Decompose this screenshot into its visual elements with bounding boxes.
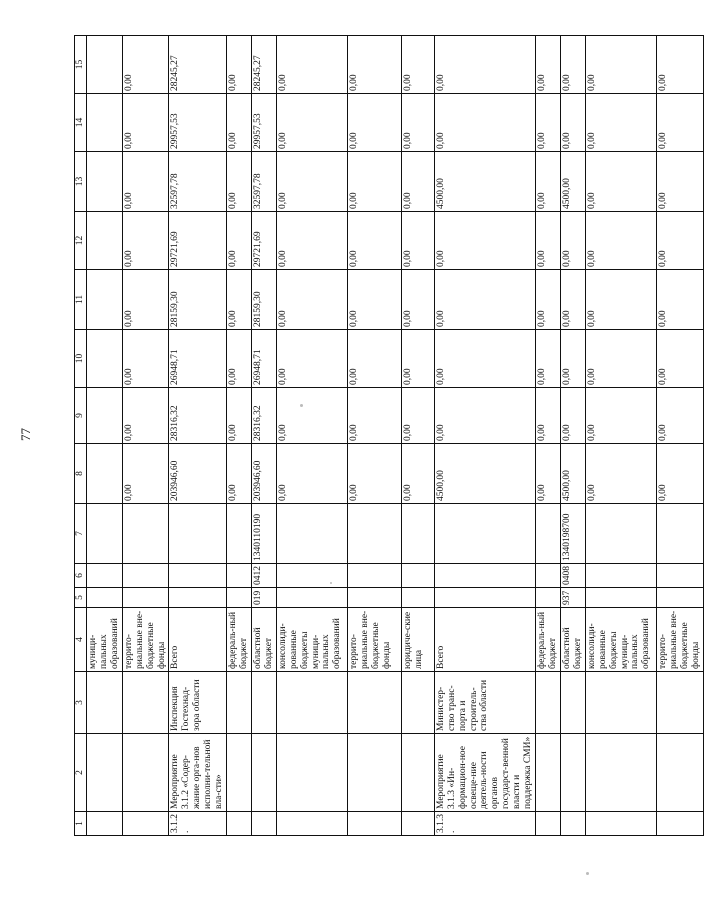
table-cell xyxy=(122,812,169,836)
column-number-header: 11 xyxy=(75,270,87,330)
table-cell xyxy=(347,588,401,608)
table-cell xyxy=(87,504,123,564)
table-row xyxy=(87,36,123,836)
table-cell: 0,00 xyxy=(122,444,169,504)
table-cell xyxy=(656,672,703,734)
table-cell: 0,00 xyxy=(276,270,347,330)
table-cell: 0,00 xyxy=(585,388,656,444)
column-number-header: 15 xyxy=(75,36,87,94)
table-cell xyxy=(434,564,535,588)
table-cell xyxy=(169,588,227,608)
table-cell xyxy=(87,270,123,330)
table-cell: 0,00 xyxy=(560,36,585,94)
table-cell: 0,00 xyxy=(536,388,561,444)
table-cell xyxy=(122,734,169,812)
table-cell: 0,00 xyxy=(585,212,656,270)
table-cell: террито-риальные вне-бюджетные фонды xyxy=(347,608,401,672)
column-number-header: 3 xyxy=(75,672,87,734)
column-number-header: 14 xyxy=(75,94,87,152)
table-cell xyxy=(227,734,252,812)
table-cell: 0,00 xyxy=(656,212,703,270)
table-cell xyxy=(169,504,227,564)
table-cell xyxy=(251,672,276,734)
table-cell xyxy=(401,564,434,588)
table-cell: Министер-ство транс-порта и строитель-ства области xyxy=(434,672,535,734)
table-cell: областной бюджет xyxy=(560,608,585,672)
table-cell: 26948,71 xyxy=(251,330,276,388)
table-cell: 0,00 xyxy=(560,388,585,444)
table-cell: 0,00 xyxy=(227,444,252,504)
table-cell: 0,00 xyxy=(536,94,561,152)
table-cell: 0,00 xyxy=(536,444,561,504)
table-cell: 0,00 xyxy=(560,270,585,330)
table-cell: 937 xyxy=(560,588,585,608)
table-cell xyxy=(656,504,703,564)
table-cell: 0,00 xyxy=(585,330,656,388)
budget-table xyxy=(74,35,704,836)
table-cell: 0,00 xyxy=(401,36,434,94)
table-cell xyxy=(122,672,169,734)
table-cell xyxy=(87,672,123,734)
table-cell: 0,00 xyxy=(122,388,169,444)
table-cell: 0412 xyxy=(251,564,276,588)
page-number: 77 xyxy=(18,428,33,441)
column-number-header: 1 xyxy=(75,812,87,836)
table-cell: Всего xyxy=(434,608,535,672)
table-cell: 29957,53 xyxy=(251,94,276,152)
table-cell xyxy=(122,588,169,608)
table-cell: юридиче-ские лица xyxy=(401,608,434,672)
table-cell: 26948,71 xyxy=(169,330,227,388)
table-cell: 4500,00 xyxy=(434,152,535,212)
table-cell xyxy=(227,588,252,608)
table-cell: 0,00 xyxy=(401,270,434,330)
table-cell: 019 xyxy=(251,588,276,608)
table-cell: 0,00 xyxy=(227,330,252,388)
table-cell: 0,00 xyxy=(122,330,169,388)
table-cell: муници-пальных образований xyxy=(87,608,123,672)
table-cell: 0,00 xyxy=(401,152,434,212)
table-cell: 0,00 xyxy=(401,212,434,270)
table-row xyxy=(560,36,585,836)
table-cell: 1340198700 xyxy=(560,504,585,564)
table-cell xyxy=(169,564,227,588)
table-cell: Всего xyxy=(169,608,227,672)
column-number-header: 8 xyxy=(75,444,87,504)
table-row xyxy=(347,36,401,836)
table-cell: 0,00 xyxy=(656,36,703,94)
table-row xyxy=(585,36,656,836)
table-cell: 0,00 xyxy=(656,94,703,152)
table-row xyxy=(656,36,703,836)
table-cell: 0,00 xyxy=(276,36,347,94)
column-number-header: 13 xyxy=(75,152,87,212)
table-cell: 0,00 xyxy=(585,270,656,330)
table-cell: 28159,30 xyxy=(169,270,227,330)
table-cell xyxy=(87,444,123,504)
table-cell xyxy=(87,388,123,444)
table-cell: 0,00 xyxy=(401,94,434,152)
table-cell: 0,00 xyxy=(585,36,656,94)
table-cell xyxy=(401,504,434,564)
table-cell xyxy=(347,734,401,812)
column-number-header: 9 xyxy=(75,388,87,444)
table-cell: 4500,00 xyxy=(434,444,535,504)
table-cell xyxy=(560,812,585,836)
table-cell: 0,00 xyxy=(585,94,656,152)
table-cell: консолиди-рованные бюджеты муници-пальных образований xyxy=(585,608,656,672)
table-cell: 0,00 xyxy=(227,94,252,152)
table-cell xyxy=(585,672,656,734)
table-cell xyxy=(656,812,703,836)
table-cell xyxy=(401,588,434,608)
table-cell xyxy=(536,504,561,564)
table-cell: 0,00 xyxy=(401,388,434,444)
table-cell xyxy=(536,812,561,836)
table-cell: Мероприятие 3.1.3 «Ин-формацион-ное освеще-ние деятель-ности органов государст-венной власти и поддержка СМИ» xyxy=(434,734,535,812)
table-cell: 0,00 xyxy=(656,388,703,444)
table-row xyxy=(227,36,252,836)
table-cell: 0,00 xyxy=(122,152,169,212)
table-cell: 203946,60 xyxy=(169,444,227,504)
column-number-header: 12 xyxy=(75,212,87,270)
table-cell: террито-риальные вне-бюджетные фонды xyxy=(656,608,703,672)
table-cell: 4500,00 xyxy=(560,444,585,504)
table-cell: 0,00 xyxy=(276,444,347,504)
table-cell: 28159,30 xyxy=(251,270,276,330)
table-cell xyxy=(87,94,123,152)
table-cell xyxy=(251,812,276,836)
table-cell: 3.1.2. xyxy=(169,812,227,836)
table-cell xyxy=(122,564,169,588)
table-cell: 0,00 xyxy=(434,388,535,444)
table-row xyxy=(536,36,561,836)
table-cell: консолиди-рованные бюджеты муници-пальных образований xyxy=(276,608,347,672)
table-cell xyxy=(347,564,401,588)
scan-speck xyxy=(330,582,332,584)
table-cell xyxy=(87,588,123,608)
table-cell: 0,00 xyxy=(347,36,401,94)
table-cell xyxy=(536,564,561,588)
table-cell: 0,00 xyxy=(585,444,656,504)
table-cell: 0,00 xyxy=(347,212,401,270)
table-cell xyxy=(87,734,123,812)
table-cell xyxy=(87,212,123,270)
table-cell: 0,00 xyxy=(276,388,347,444)
table-cell xyxy=(227,564,252,588)
table-cell xyxy=(656,734,703,812)
table-cell xyxy=(585,564,656,588)
table-cell: 0,00 xyxy=(347,444,401,504)
column-number-header: 10 xyxy=(75,330,87,388)
table-cell xyxy=(434,504,535,564)
table-cell xyxy=(87,330,123,388)
table-cell: 0,00 xyxy=(656,444,703,504)
table-cell: 0,00 xyxy=(347,388,401,444)
table-cell xyxy=(347,812,401,836)
table-cell: 0,00 xyxy=(560,330,585,388)
table-cell: 4500,00 xyxy=(560,152,585,212)
column-number-header: 2 xyxy=(75,734,87,812)
table-cell: 0,00 xyxy=(401,444,434,504)
table-cell xyxy=(276,672,347,734)
table-row xyxy=(169,36,227,836)
table-cell xyxy=(87,564,123,588)
table-cell xyxy=(536,588,561,608)
table-row xyxy=(122,36,169,836)
table-cell xyxy=(122,504,169,564)
table-cell: 0,00 xyxy=(122,94,169,152)
table-cell: 0,00 xyxy=(347,270,401,330)
table-cell xyxy=(87,36,123,94)
table-cell: 0,00 xyxy=(347,94,401,152)
table-cell: 0,00 xyxy=(656,270,703,330)
table-cell: 0,00 xyxy=(434,330,535,388)
table-cell xyxy=(585,504,656,564)
table-cell xyxy=(560,672,585,734)
table-cell xyxy=(585,812,656,836)
table-cell xyxy=(227,672,252,734)
table-cell: 0,00 xyxy=(536,152,561,212)
table-row xyxy=(434,36,535,836)
table-cell xyxy=(276,734,347,812)
table-cell xyxy=(87,152,123,212)
table-row xyxy=(276,36,347,836)
table-cell xyxy=(276,588,347,608)
table-cell xyxy=(227,504,252,564)
rotated-table-wrapper xyxy=(74,36,701,836)
table-cell xyxy=(536,734,561,812)
table-cell: 0,00 xyxy=(560,212,585,270)
scan-speck xyxy=(300,404,303,407)
table-cell xyxy=(656,564,703,588)
table-cell: 0,00 xyxy=(276,94,347,152)
table-cell: 0,00 xyxy=(227,388,252,444)
column-number-header: 7 xyxy=(75,504,87,564)
table-cell: 29957,53 xyxy=(169,94,227,152)
table-cell: 0,00 xyxy=(276,330,347,388)
table-cell: 29721,69 xyxy=(251,212,276,270)
table-cell xyxy=(347,504,401,564)
table-cell: 29721,69 xyxy=(169,212,227,270)
table-row xyxy=(401,36,434,836)
table-cell xyxy=(276,812,347,836)
table-cell: областной бюджет xyxy=(251,608,276,672)
column-number-header: 6 xyxy=(75,564,87,588)
table-cell: 0,00 xyxy=(401,330,434,388)
table-cell: 0,00 xyxy=(656,330,703,388)
table-cell: 203946,60 xyxy=(251,444,276,504)
table-cell xyxy=(536,672,561,734)
table-cell xyxy=(276,504,347,564)
table-cell: 0,00 xyxy=(434,212,535,270)
table-cell: 0,00 xyxy=(656,152,703,212)
table-cell xyxy=(434,588,535,608)
table-cell xyxy=(227,812,252,836)
table-cell: 0,00 xyxy=(536,36,561,94)
table-cell: 3.1.3. xyxy=(434,812,535,836)
table-cell xyxy=(585,734,656,812)
table-cell xyxy=(401,734,434,812)
table-cell: 28245,27 xyxy=(169,36,227,94)
table-cell xyxy=(585,588,656,608)
table-cell: 0,00 xyxy=(347,152,401,212)
table-cell xyxy=(87,812,123,836)
table-cell: 28245,27 xyxy=(251,36,276,94)
table-cell: Инспекция Гостехнад-зора области xyxy=(169,672,227,734)
table-cell xyxy=(560,734,585,812)
table-cell xyxy=(276,564,347,588)
table-cell: 0,00 xyxy=(276,152,347,212)
table-cell: террито-риальные вне-бюджетные фонды xyxy=(122,608,169,672)
table-header-row xyxy=(75,36,87,836)
table-cell: 0,00 xyxy=(434,270,535,330)
table-cell: 32597,78 xyxy=(169,152,227,212)
table-cell: 0,00 xyxy=(227,36,252,94)
table-cell: 0408 xyxy=(560,564,585,588)
column-number-header: 5 xyxy=(75,588,87,608)
table-row xyxy=(251,36,276,836)
table-cell: 32597,78 xyxy=(251,152,276,212)
table-body xyxy=(87,36,704,836)
table-cell: Мероприятие 3.1.2 «Содер-жание орга-нов исполни-тельной вла-сти» xyxy=(169,734,227,812)
table-cell: 0,00 xyxy=(536,330,561,388)
table-cell xyxy=(401,672,434,734)
column-number-header: 4 xyxy=(75,608,87,672)
table-cell: 0,00 xyxy=(585,152,656,212)
table-cell xyxy=(656,588,703,608)
table-cell xyxy=(347,672,401,734)
table-cell: федераль-ный бюджет xyxy=(536,608,561,672)
table-cell: 28316,32 xyxy=(251,388,276,444)
table-cell: 0,00 xyxy=(122,270,169,330)
table-cell: 0,00 xyxy=(227,270,252,330)
table-cell: 0,00 xyxy=(434,36,535,94)
table-cell: 0,00 xyxy=(227,212,252,270)
table-cell: федераль-ный бюджет xyxy=(227,608,252,672)
table-cell: 1340110190 xyxy=(251,504,276,564)
table-cell: 0,00 xyxy=(536,212,561,270)
table-cell: 0,00 xyxy=(536,270,561,330)
table-cell: 0,00 xyxy=(276,212,347,270)
table-cell xyxy=(401,812,434,836)
table-cell: 0,00 xyxy=(347,330,401,388)
table-cell: 28316,32 xyxy=(169,388,227,444)
scan-speck xyxy=(586,872,589,875)
table-cell xyxy=(251,734,276,812)
table-cell: 0,00 xyxy=(434,94,535,152)
table-cell: 0,00 xyxy=(560,94,585,152)
table-cell: 0,00 xyxy=(122,36,169,94)
table-cell: 0,00 xyxy=(122,212,169,270)
table-cell: 0,00 xyxy=(227,152,252,212)
